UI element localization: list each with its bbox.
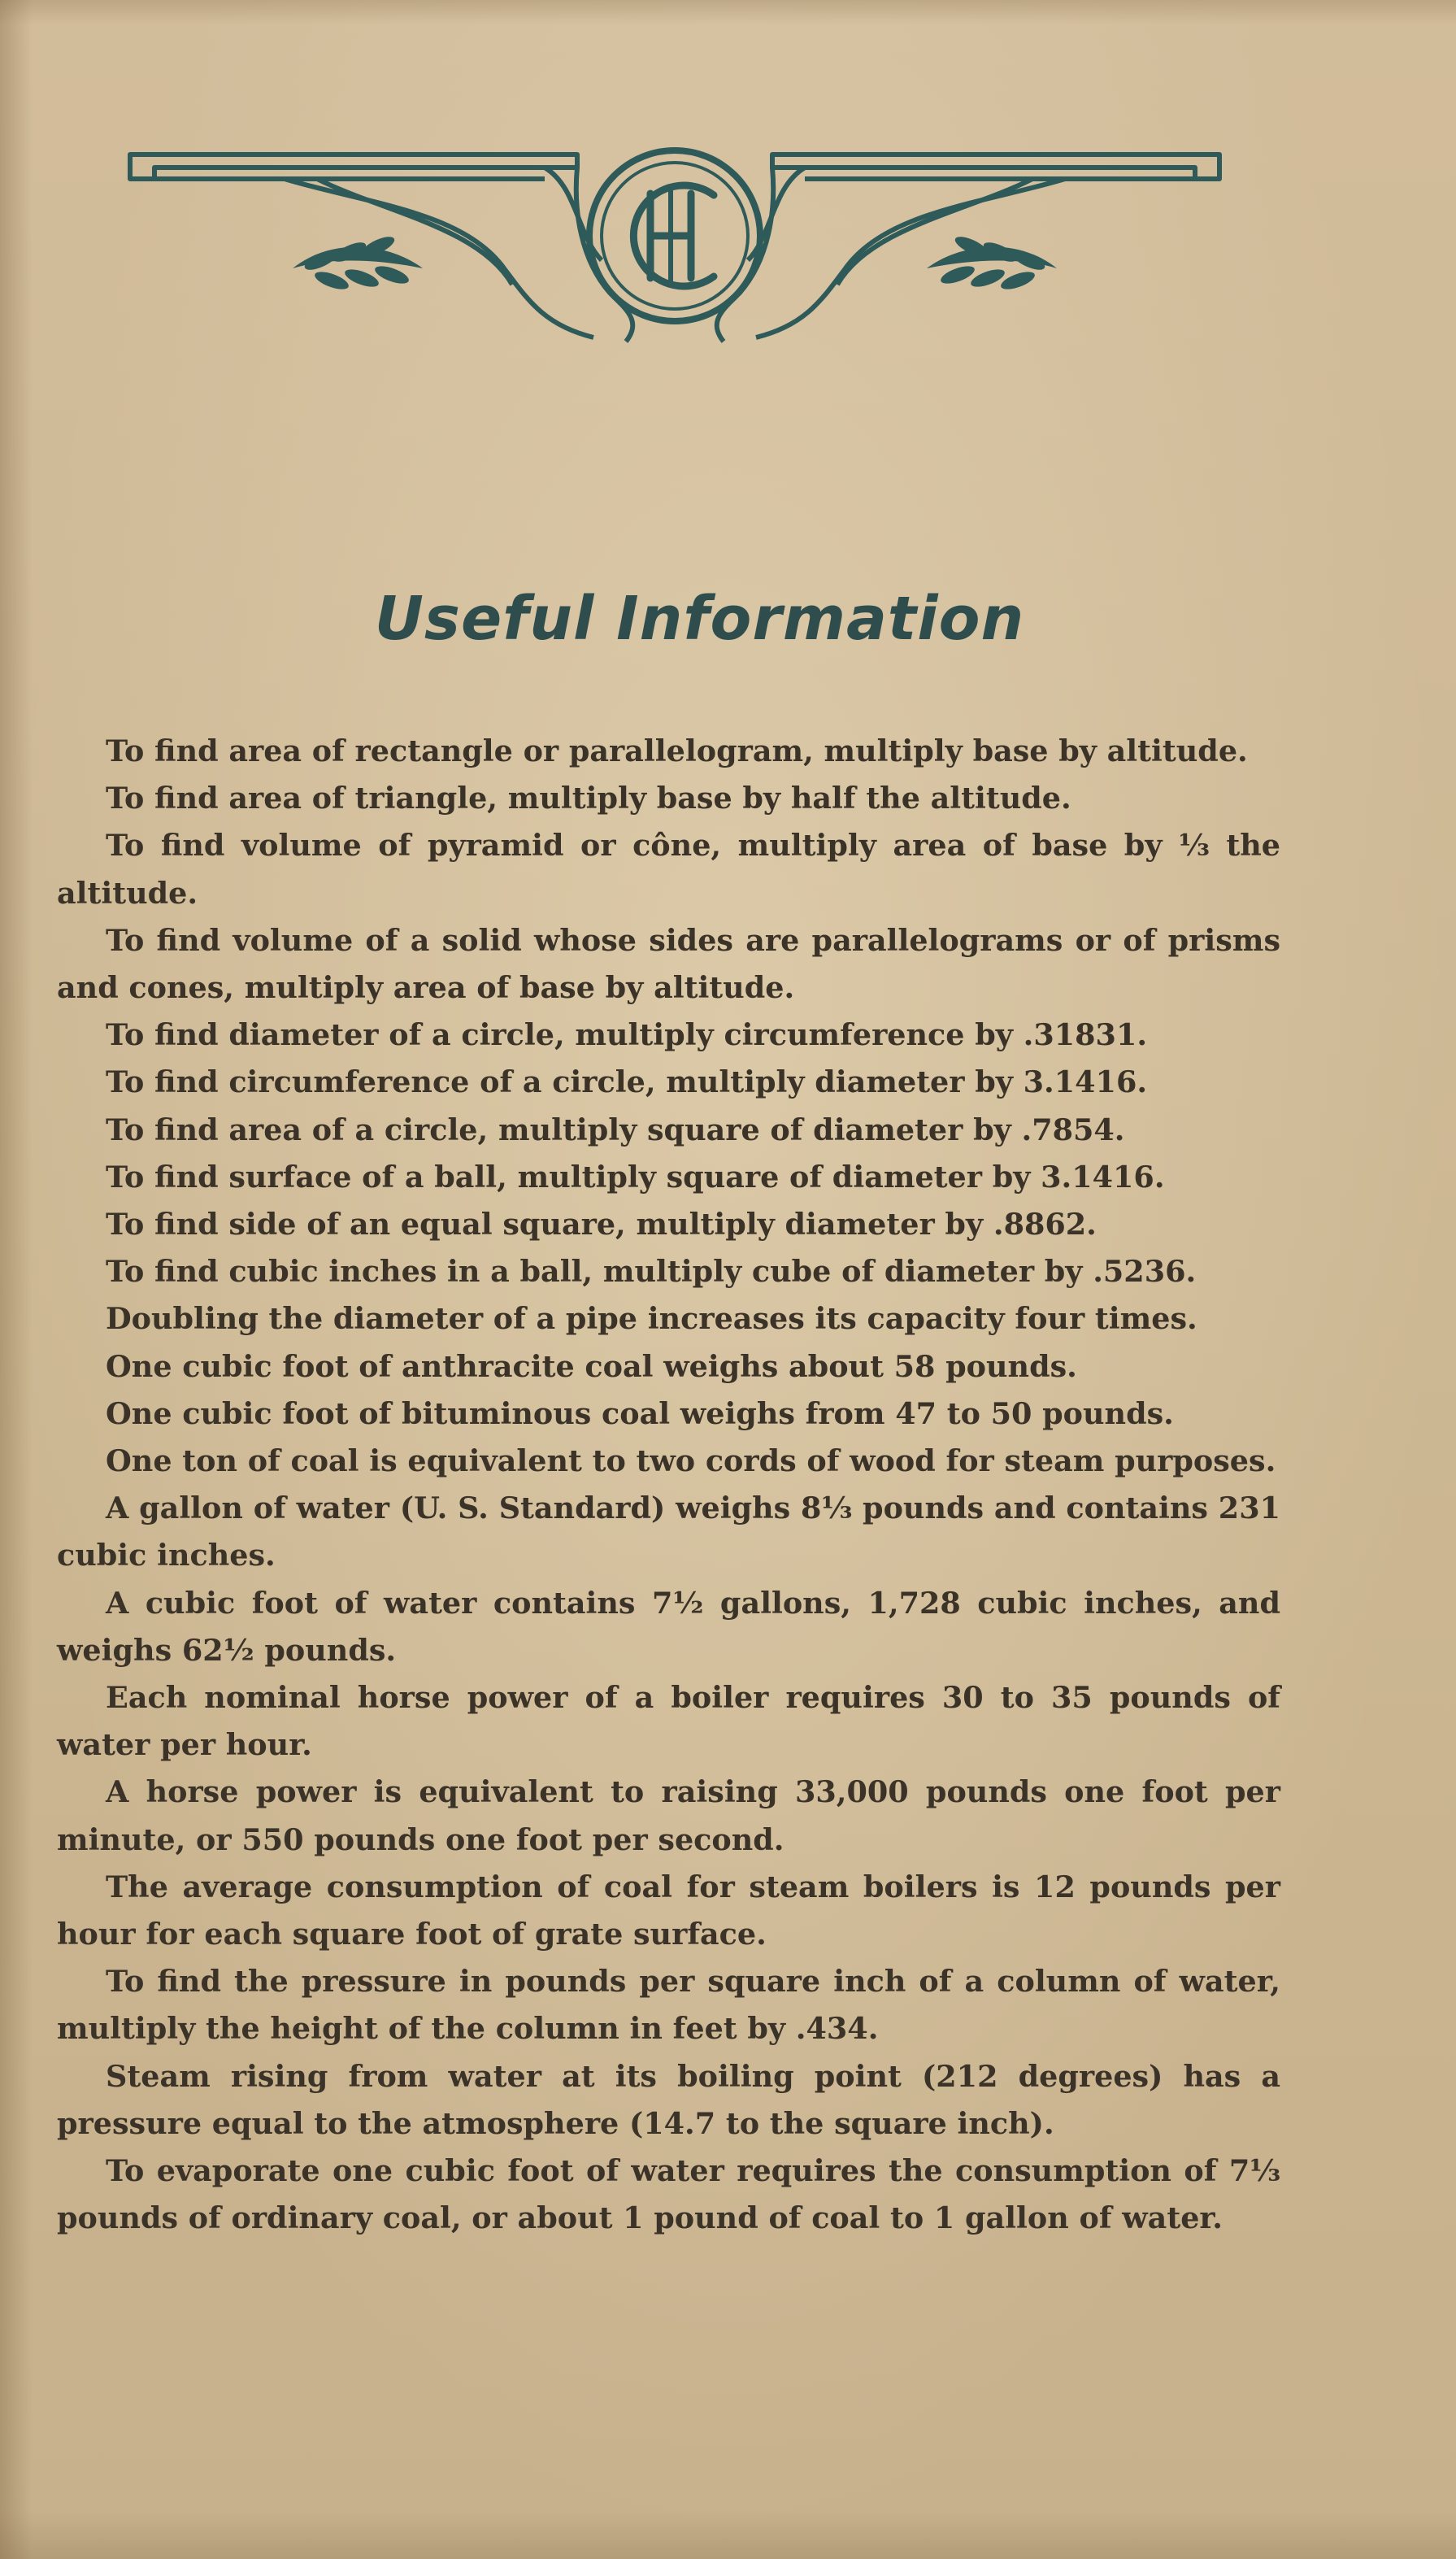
page-heading: Useful Information — [374, 584, 1025, 654]
info-paragraph: Each nominal horse power of a boiler requires 30 to 35 pounds of water per hour. — [57, 1680, 1280, 1763]
info-paragraph: To find circumference of a circle, multiply diameter by 3.1416. — [106, 1064, 1148, 1100]
info-paragraph: To find volume of a solid whose sides are parallelograms or of prisms and cones, multiply area of base by altitude. — [57, 922, 1280, 1006]
info-paragraph: Steam rising from water at its boiling point (212 degrees) has a pressure equal to the atmosphere (14.7 to the square inch). — [57, 2058, 1280, 2141]
page-edge-shadow-top — [0, 0, 1456, 24]
info-paragraph: One ton of coal is equivalent to two cords of wood for steam purposes. — [106, 1443, 1276, 1479]
info-paragraph: To find area of triangle, multiply base by half the altitude. — [106, 781, 1071, 816]
info-paragraph: To find area of a circle, multiply square of diameter by .7854. — [106, 1112, 1125, 1147]
info-paragraph: Doubling the diameter of a pipe increases its capacity four times. — [106, 1301, 1197, 1337]
ihc-monogram-emblem-icon — [122, 138, 1228, 374]
info-paragraph: To find volume of pyramid or cône, multiply area of base by ⅓ the altitude. — [57, 828, 1280, 911]
info-paragraph: To find area of rectangle or parallelogram, multiply base by altitude. — [106, 733, 1248, 768]
info-paragraph: A gallon of water (U. S. Standard) weighs 8⅓ pounds and contains 231 cubic inches. — [57, 1491, 1280, 1573]
info-paragraph: One cubic foot of anthracite coal weighs about 58 pounds. — [106, 1348, 1077, 1384]
info-paragraph: A horse power is equivalent to raising 33,000 pounds one foot per minute, or 550 pounds one foot per second. — [57, 1774, 1280, 1857]
info-paragraph: One cubic foot of bituminous coal weighs from 47 to 50 pounds. — [106, 1395, 1174, 1431]
page-edge-shadow-left — [0, 0, 33, 2559]
page-edge-shadow-bottom — [0, 2510, 1456, 2559]
info-paragraph: A cubic foot of water contains 7½ gallons, 1,728 cubic inches, and weighs 62½ pounds. — [57, 1585, 1280, 1668]
info-paragraph: The average consumption of coal for steam boilers is 12 pounds per hour for each square foot of grate surface. — [57, 1869, 1280, 1952]
info-paragraph: To find cubic inches in a ball, multiply cube of diameter by .5236. — [106, 1254, 1197, 1290]
information-list — [57, 728, 1280, 2243]
info-paragraph: To find the pressure in pounds per square inch of a column of water, multiply the height of the column in feet by .434. — [57, 1964, 1280, 2047]
info-paragraph: To evaporate one cubic foot of water requires the consumption of 7⅓ pounds of ordinary coal, or about 1 pound of coal to 1 gallon of water. — [57, 2153, 1280, 2236]
info-paragraph: To find diameter of a circle, multiply circumference by .31831. — [106, 1017, 1148, 1053]
info-paragraph: To find side of an equal square, multiply diameter by .8862. — [106, 1207, 1097, 1243]
info-paragraph: To find surface of a ball, multiply square of diameter by 3.1416. — [106, 1159, 1165, 1195]
